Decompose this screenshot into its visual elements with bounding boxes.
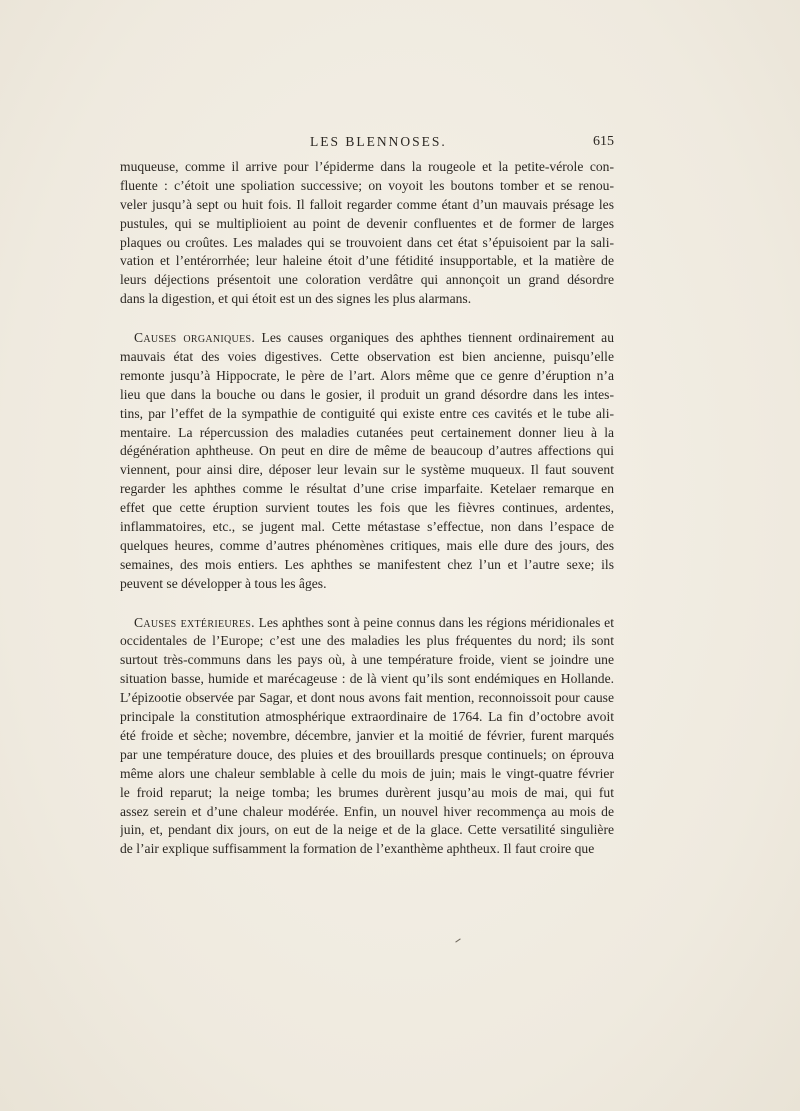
text-line: par une température douce, des pluies et des brouillards presque continuels; on éprouva — [120, 746, 614, 762]
text-line: L’épizootie observée par Sagar, et dont nous avons fait mention, reconnoissoit pour cause — [120, 690, 614, 706]
text-line: viennent, pour ainsi dire, déposer leur levain sur le système muqueux. Il faut souvent — [120, 462, 614, 478]
text-line: leurs déjections présentoit une coloration verdâtre qui annonçoit un grand désordre — [120, 272, 614, 288]
text-line: dégénération aphtheuse. On peut en dire de même de beaucoup d’autres affections qui — [120, 443, 614, 459]
running-title: LES BLENNOSES. — [310, 134, 447, 149]
text-run: Les aphthes sont à peine connus dans les régions méridionales et — [254, 614, 614, 630]
text-line: regarder les aphthes comme le résultat d’une crise imparfaite. Ketelaer remarque en — [120, 481, 614, 497]
text-line: de l’air explique suffisamment la formation de l’exanthème aphtheux. Il faut croire que — [120, 841, 595, 857]
text-line: semaines, des mois entiers. Les aphthes se manifestent chez l’un et l’autre sexe; ils — [120, 556, 614, 572]
text-line: assez serein et d’une chaleur modérée. Enfin, un nouvel hiver recommença au mois de — [120, 803, 614, 819]
text-line: lieu que dans la bouche ou dans le gosier, il produit un grand désordre dans les intes- — [120, 386, 614, 402]
text-line: quelques heures, comme d’autres phénomènes critiques, mais elle dure des jours, des — [120, 537, 614, 553]
text-line: pustules, qui se multiplioient au point de devenir confluentes et de former de larges — [120, 215, 614, 231]
section-heading: Causes extérieures. — [134, 614, 255, 630]
text-line: inflammatoires, etc., se jugent mal. Cette métastase s’effectue, non dans l’espace de — [120, 519, 614, 535]
text-line: mauvais état des voies digestives. Cette observation est bien ancienne, puisqu’elle — [120, 349, 614, 365]
text-line: principale la constitution atmosphérique extraordinaire de 1764. La fin d’octobre avoit — [120, 709, 614, 725]
text-line: surtout très-communs dans les pays où, à une température froide, vient se joindre une — [120, 652, 614, 668]
stray-pen-mark — [455, 938, 460, 942]
running-head — [120, 134, 614, 154]
text-line: juin, et, pendant dix jours, on eut de la neige et de la glace. Cette versatilité singulière — [120, 822, 614, 838]
text-line: tins, par l’effet de la sympathie de contiguité qui existe entre ces cavités et le tube ali- — [120, 405, 614, 421]
body-text — [120, 158, 614, 859]
section-heading: Causes organiques. — [134, 330, 256, 346]
paragraph-1 — [120, 158, 614, 309]
paragraph-first-line — [120, 329, 614, 348]
text-line: occidentales de l’Europe; c’est une des maladies les plus fréquentes du nord; ils sont — [120, 633, 614, 649]
text-line: effet que cette éruption survient toutes les fois que les fièvres continues, ardentes, — [120, 500, 614, 516]
paragraph-2 — [120, 329, 614, 593]
paragraph-first-line — [120, 614, 614, 633]
text-line: fluente : c’étoit une spoliation successive; on voyoit les boutons tomber et se renou- — [120, 177, 614, 193]
text-line: le froid reparut; la neige tomba; les brumes durèrent jusqu’au mois de mai, qui fut — [120, 784, 614, 800]
text-line: remonte jusqu’à Hippocrate, le père de l’art. Alors même que ce genre d’éruption n’a — [120, 367, 614, 383]
text-line: même alors une chaleur semblable à celle du mois de juin; mais le vingt-quatre février — [120, 765, 614, 781]
paragraph-3 — [120, 614, 614, 860]
text-line: veler jusqu’à sept ou huit fois. Il falloit regarder comme étant d’un mauvais présage les — [120, 196, 614, 212]
text-line: dans la digestion, et qui étoit est un des signes les plus alarmans. — [120, 291, 472, 307]
text-line: vation et l’entérorrhée; leur haleine étoit d’une fétidité insupportable, et la matière de — [120, 253, 614, 269]
text-line: situation basse, humide et marécageuse : de là vient qu’ils sont endémiques en Hollande. — [120, 671, 614, 687]
text-line: muqueuse, comme il arrive pour l’épiderme dans la rougeole et la petite-vérole con- — [120, 159, 614, 174]
text-line: été froide et sèche; novembre, décembre, janvier et la moitié de février, furent marqués — [120, 727, 614, 743]
text-line: mentaire. La répercussion des maladies cutanées peut certainement donner lieu à la — [120, 424, 614, 440]
text-run: Les causes organiques des aphthes tiennent ordinairement au — [255, 330, 614, 346]
text-line: peuvent se développer à tous les âges. — [120, 575, 327, 591]
text-line: plaques ou croûtes. Les malades qui se trouvoient dans cet état s’épuisoient par la sali- — [120, 234, 614, 250]
page-number: 615 — [593, 134, 614, 149]
